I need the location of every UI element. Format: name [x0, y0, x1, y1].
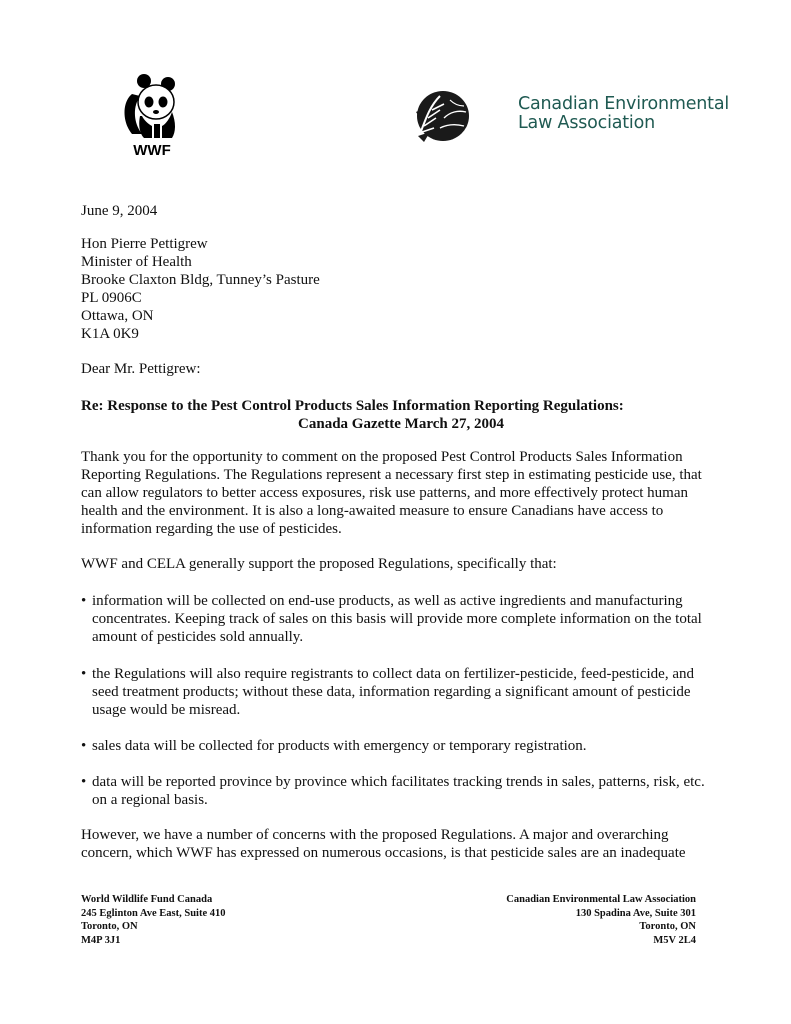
bullet-icon: • [81, 666, 87, 682]
footer-street: 245 Eglinton Ave East, Suite 410 [81, 907, 226, 919]
bullet-item [81, 592, 731, 646]
wwf-wordmark: WWF [133, 142, 171, 159]
wwf-logo [118, 72, 186, 160]
cela-name-line2: Law Association [518, 113, 655, 133]
footer-street: 130 Spadina Ave, Suite 301 [575, 907, 696, 919]
footer-cela-address [506, 893, 696, 947]
recipient-name: Hon Pierre Pettigrew [81, 236, 208, 252]
bullet-line: usage would be misread. [92, 702, 241, 718]
subject-line-1: Re: Response to the Pest Control Products Sales Information Reporting Regulations: [81, 398, 624, 414]
intro-line: can allow regulators to better access exposures, risk use patterns, and more effectively protect human [81, 485, 689, 501]
bullet-line: information will be collected on end-use products, as well as active ingredients and manufacturing [92, 593, 683, 609]
recipient-address [81, 235, 731, 343]
bullet-icon: • [81, 593, 87, 609]
bullet-line: amount of pesticides sold annually. [92, 629, 304, 645]
footer-postal: M4P 3J1 [81, 934, 121, 946]
footer-org-name: World Wildlife Fund Canada [81, 894, 213, 905]
subject-line [81, 397, 721, 433]
bullet-line: data will be reported province by province which facilitates tracking trends in sales, patterns, risk, etc. [92, 774, 705, 790]
footer-wwf-address [81, 893, 226, 947]
cela-emblem-icon [410, 88, 472, 144]
recipient-city: Ottawa, ON [81, 308, 154, 324]
recipient-title: Minister of Health [81, 254, 192, 270]
footer-org-name: Canadian Environmental Law Association [506, 894, 696, 905]
bullet-icon: • [81, 738, 87, 754]
concerns-line: However, we have a number of concerns with the proposed Regulations. A major and overarching [81, 827, 669, 843]
bullet-item [81, 665, 731, 719]
panda-icon [118, 72, 186, 140]
bullet-line: on a regional basis. [92, 792, 208, 808]
footer-postal: M5V 2L4 [653, 934, 696, 946]
bullet-line: seed treatment products; without these data, information regarding a significant amount of pesticide [92, 684, 691, 700]
cela-logo [410, 88, 472, 144]
recipient-address-line1: Brooke Claxton Bldg, Tunney’s Pasture [81, 272, 320, 288]
intro-line: Reporting Regulations. The Regulations represent a necessary first step in estimating pesticide use, that [81, 467, 702, 483]
intro-line: information regarding the use of pesticides. [81, 521, 342, 537]
intro-line: health and the environment. It is also a long-awaited measure to ensure Canadians have access to [81, 503, 664, 519]
cela-wordmark [518, 95, 729, 133]
bullet-item [81, 737, 731, 755]
recipient-address-line2: PL 0906C [81, 290, 142, 306]
bullet-item [81, 773, 731, 809]
bullet-line: sales data will be collected for products with emergency or temporary registration. [92, 738, 587, 754]
cela-name-line1: Canadian Environmental [518, 94, 730, 114]
bullet-line: concentrates. Keeping track of sales on this basis will provide more complete information on the total [92, 611, 702, 627]
subject-line-2: Canada Gazette March 27, 2004 [298, 416, 504, 432]
salutation: Dear Mr. Pettigrew: [81, 361, 201, 377]
letter-date: June 9, 2004 [81, 203, 158, 219]
concerns-line: concern, which WWF has expressed on numerous occasions, is that pesticide sales are an inadequate [81, 845, 686, 861]
recipient-postal-code: K1A 0K9 [81, 326, 139, 342]
intro-paragraph [81, 448, 731, 538]
footer-city: Toronto, ON [639, 921, 696, 932]
support-paragraph: WWF and CELA generally support the proposed Regulations, specifically that: [81, 556, 557, 572]
concerns-paragraph [81, 826, 731, 862]
bullet-line: the Regulations will also require registrants to collect data on fertilizer-pesticide, feed-pesticide, and [92, 666, 694, 682]
intro-line: Thank you for the opportunity to comment on the proposed Pest Control Products Sales Information [81, 449, 683, 465]
bullet-icon: • [81, 774, 87, 790]
footer-city: Toronto, ON [81, 921, 138, 932]
